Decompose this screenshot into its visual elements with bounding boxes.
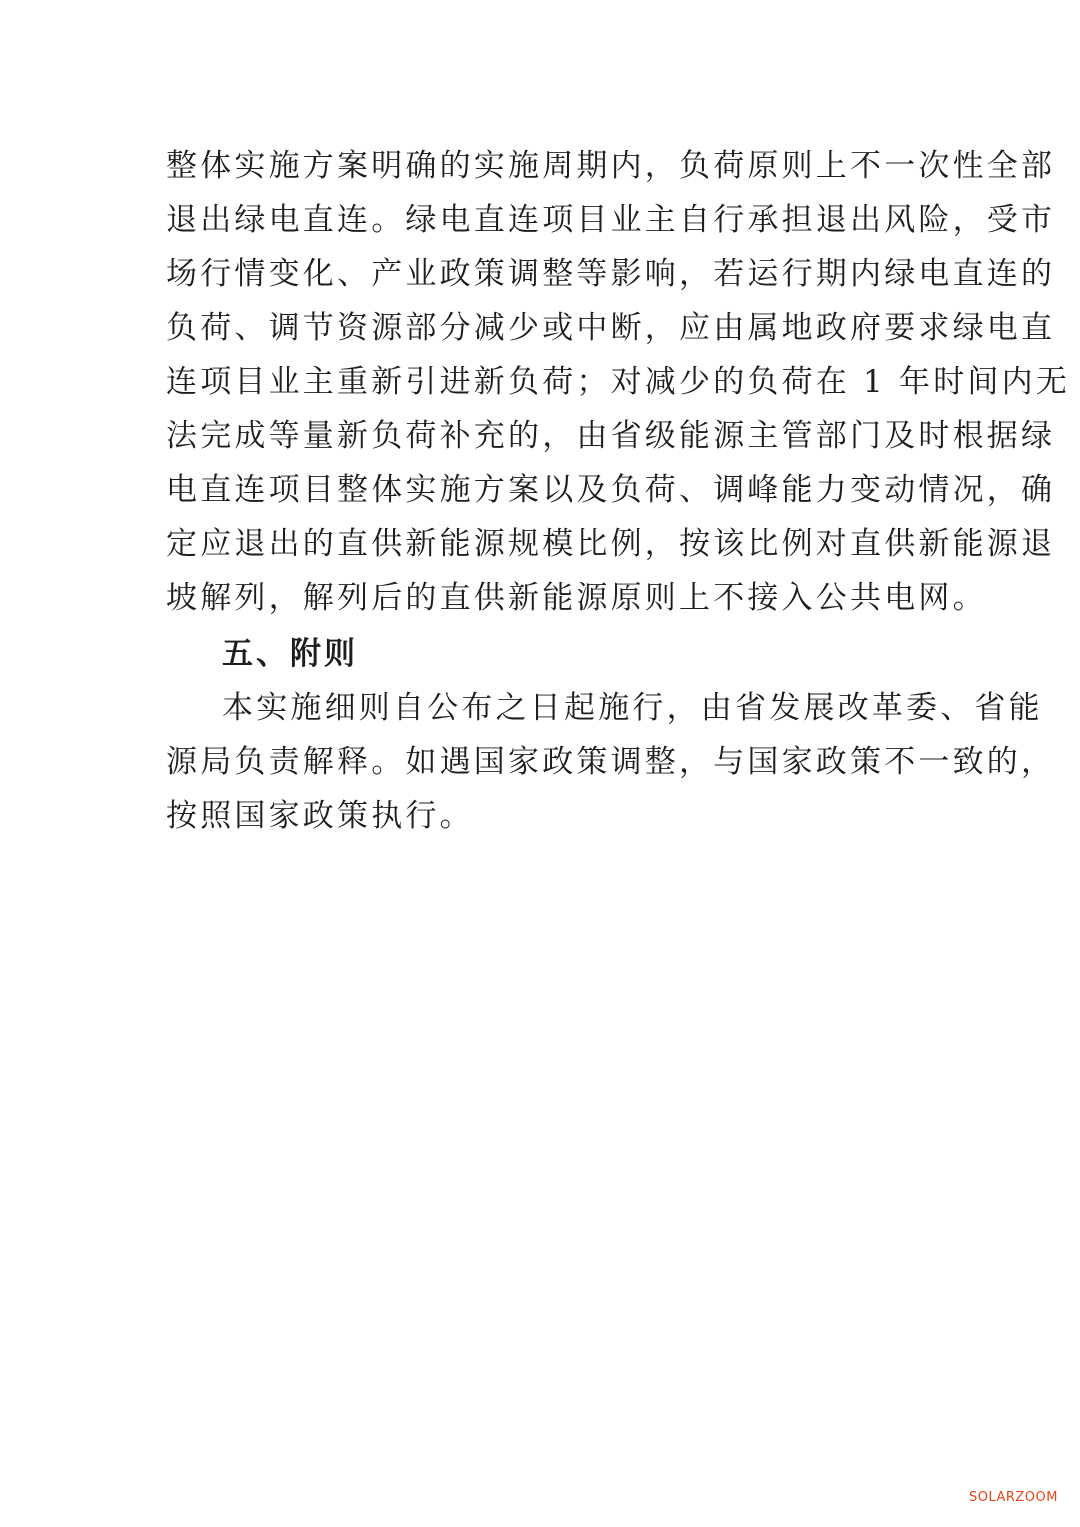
paragraph-line: 本实施细则自公布之日起施行，由省发展改革委、省能 bbox=[222, 690, 1043, 726]
paragraph-line: 连项目业主重新引进新负荷；对减少的负荷在 1 年时间内无 bbox=[166, 364, 1071, 400]
paragraph-line: 坡解列，解列后的直供新能源原则上不接入公共电网。 bbox=[166, 580, 987, 616]
paragraph-line: 按照国家政策执行。 bbox=[166, 798, 474, 834]
solarzoom-watermark: SOLARZOOM bbox=[968, 1490, 1058, 1505]
paragraph-line: 场行情变化、产业政策调整等影响，若运行期内绿电直连的 bbox=[166, 256, 1056, 292]
section-heading: 五、附则 bbox=[222, 636, 358, 672]
paragraph-line: 电直连项目整体实施方案以及负荷、调峰能力变动情况，确 bbox=[166, 472, 1056, 508]
paragraph-line: 退出绿电直连。绿电直连项目业主自行承担退出风险，受市 bbox=[166, 202, 1056, 238]
paragraph-line: 法完成等量新负荷补充的，由省级能源主管部门及时根据绿 bbox=[166, 418, 1056, 454]
paragraph-line: 整体实施方案明确的实施周期内，负荷原则上不一次性全部 bbox=[166, 148, 1056, 184]
paragraph-line: 定应退出的直供新能源规模比例，按该比例对直供新能源退 bbox=[166, 526, 1056, 562]
paragraph-line: 负荷、调节资源部分减少或中断，应由属地政府要求绿电直 bbox=[166, 310, 1056, 346]
paragraph-line: 源局负责解释。如遇国家政策调整，与国家政策不一致的， bbox=[166, 744, 1056, 780]
